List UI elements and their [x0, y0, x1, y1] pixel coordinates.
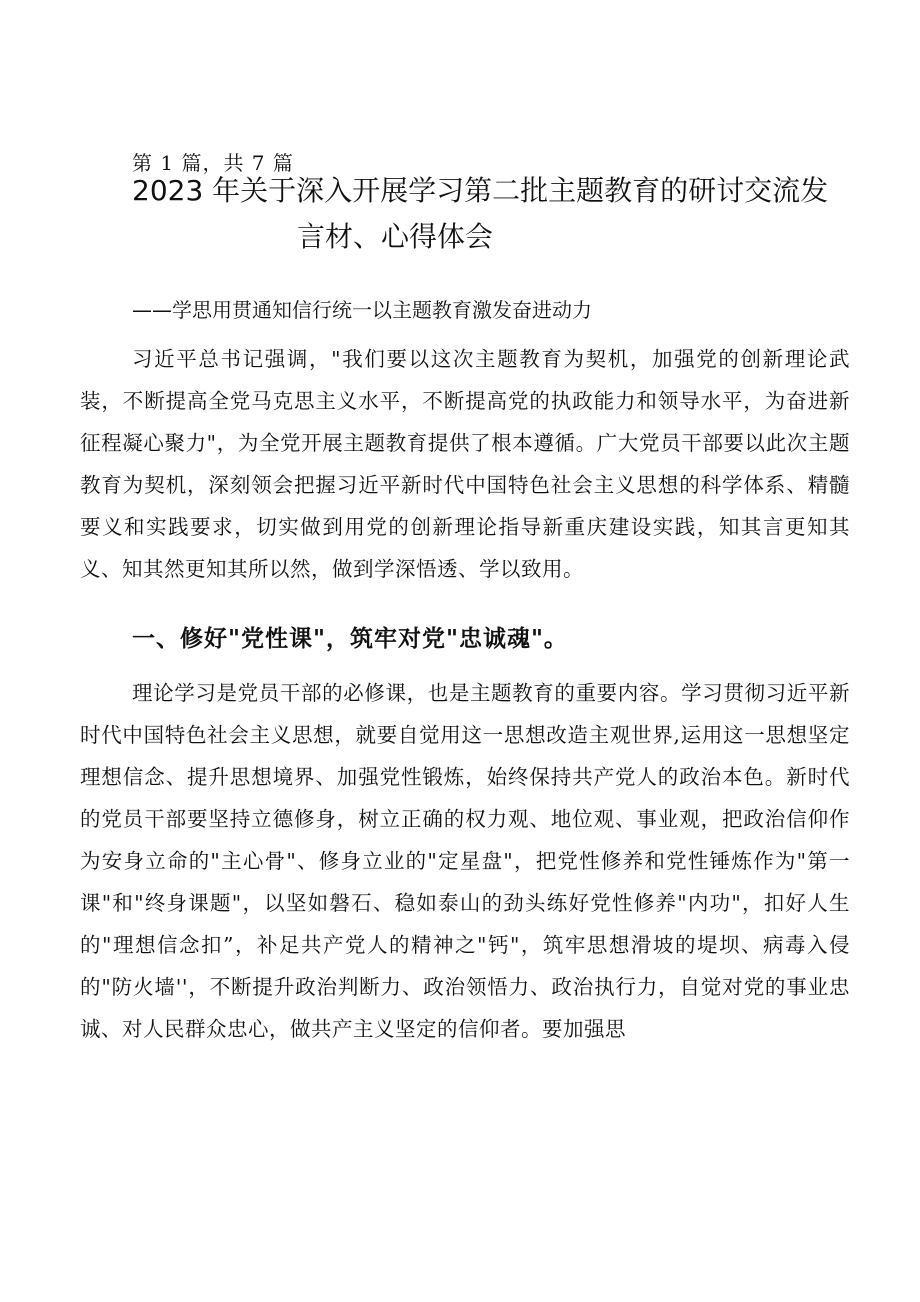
title-line-1: 2023 年关于深入开展学习第二批主题教育的研讨交流发 — [132, 174, 829, 207]
title-line-2: 言材、心得体会 — [297, 220, 494, 253]
paragraph-section-1: 理论学习是党员干部的必修课，也是主题教育的重要内容。学习贯彻习近平新时代中国特色社会主义思想，就要自觉用这一思想改造主观世界,运用这一思想坚定理想信念、提升思想境界、加强党性锻炼，始终保持共产党人的政治本色。新时代的党员干部要坚持立德修身，树立正确的权力观、地位观、事业观，把政治信仰作为安身立命的"主心骨"、修身立业的"定星盘"，把党性修养和党性锤炼作为"第一课"和"终身课题"，以坚如磐石、稳如泰山的劲头练好党性修养"内功"，扣好人生的"理想信念扣”，补足共产党人的精神之"钙"，筑牢思想滑坡的堤坝、病毒入侵的"防火墙''，不断提升政治判断力、政治领悟力、政治执行力，自觉对党的事业忠诚、对人民群众忠心，做共产主义坚定的信仰者。要加强思 — [80, 681, 850, 1041]
document-title — [132, 168, 852, 260]
paragraph-intro: 习近平总书记强调，"我们要以这次主题教育为契机，加强党的创新理论武装，不断提高全党马克思主义水平，不断提高党的执政能力和领导水平，为奋进新征程凝心聚力"，为全党开展主题教育提供了根本遵循。广大党员干部要以此次主题教育为契机，深刻领会把握习近平新时代中国特色社会主义思想的科学体系、精髓要义和实践要求，切实做到用党的创新理论指导新重庆建设实践，知其言更知其义、知其然更知其所以然，做到学深悟透、学以致用。 — [80, 347, 850, 581]
section-heading-1: 一、修好"党性课"，筑牢对党"忠诚魂"。 — [132, 625, 568, 652]
document-subtitle: ——学思用贯通知信行统一以主题教育激发奋进动力 — [132, 298, 592, 322]
part-label: 第 1 篇，共 7 篇 — [132, 151, 294, 175]
